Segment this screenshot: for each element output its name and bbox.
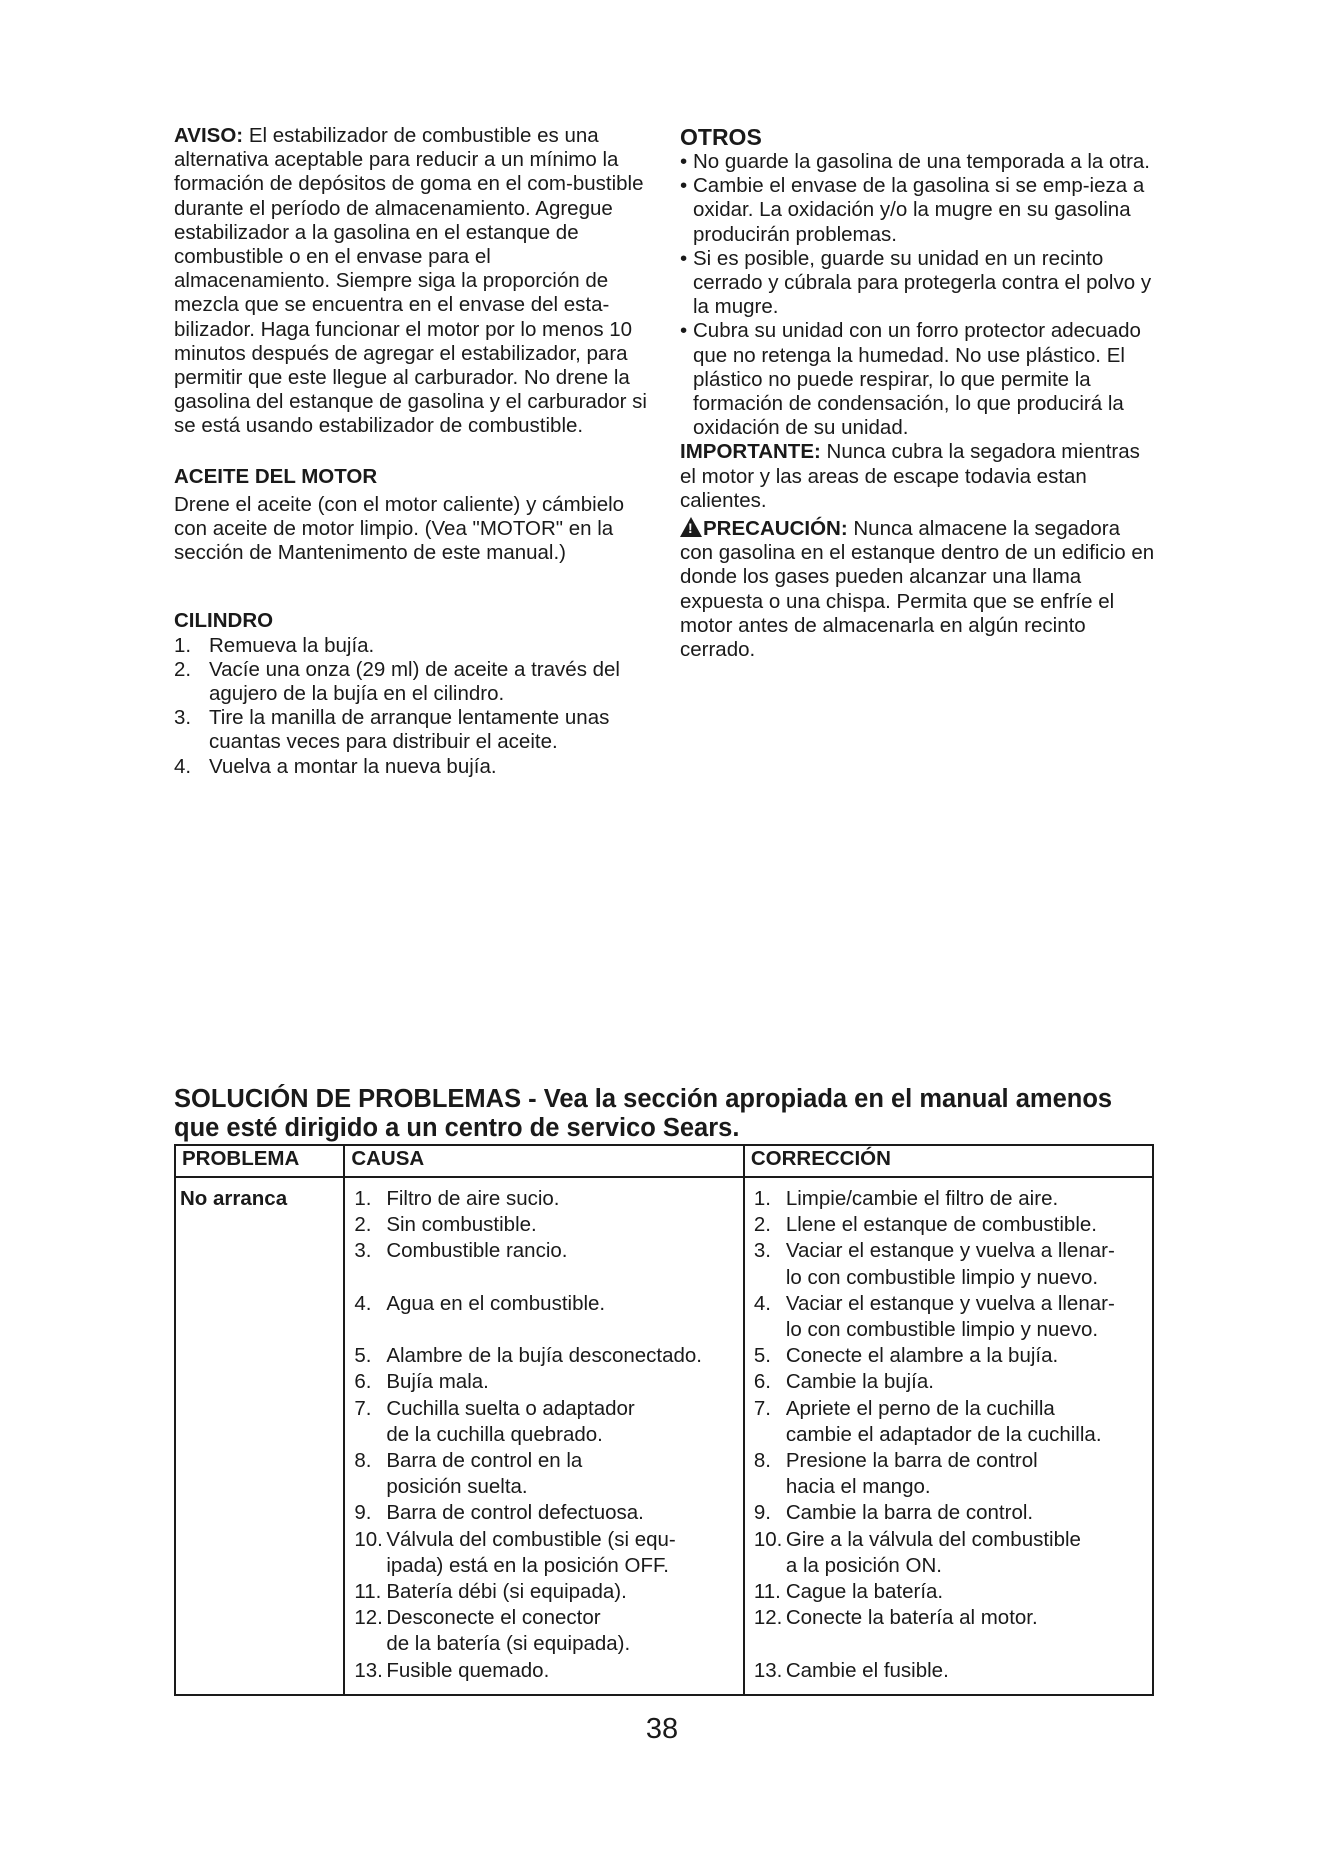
header-cause: CAUSA: [344, 1145, 744, 1177]
cause-item: [346, 1527, 742, 1579]
cause-number: 7.: [354, 1396, 372, 1420]
correction-line: Vaciar el estanque y vuelva a llenar-: [785, 1239, 1115, 1263]
bullet-icon: •: [680, 150, 688, 173]
aviso-label: AVISO:: [174, 124, 244, 147]
correction-item: [746, 1448, 1151, 1500]
correction-number: 1.: [753, 1187, 771, 1210]
step-text: Remueva la bujía.: [209, 633, 375, 657]
troubleshooting-title: SOLUCIÓN DE PROBLEMAS - Vea la sección apropiada en el manual amenos que esté dirigido a un centro de servico Sears.: [174, 1085, 1113, 1142]
correction-item: [746, 1500, 1151, 1526]
cause-line: Combustible rancio.: [386, 1239, 568, 1263]
correction-line: lo con combustible limpio y nuevo.: [785, 1318, 1099, 1342]
correction-number: 9.: [753, 1501, 771, 1525]
correction-line: Conecte la batería al motor.: [785, 1606, 1038, 1630]
correction-item: [746, 1291, 1151, 1343]
cause-item: [346, 1448, 742, 1500]
page-number: 38: [645, 1713, 679, 1745]
step-text: Vacíe una onza (29 ml) de aceite a través del agujero de la bujía en el cilindro.: [209, 657, 620, 706]
cause-line: Bujía mala.: [386, 1370, 489, 1394]
correction-line: Conecte el alambre a la bujía.: [785, 1344, 1059, 1368]
importante-text: Nunca cubra la segadora mientras el motor y las areas de escape todavia estan calientes.: [680, 440, 1140, 512]
cause-line: de la cuchilla quebrado.: [386, 1422, 603, 1446]
cause-number: 10.: [354, 1527, 383, 1551]
cause-line: Válvula del combustible (si equ-: [386, 1527, 676, 1551]
correction-item: [746, 1212, 1151, 1238]
cause-number: 13.: [354, 1658, 383, 1682]
correction-item: [746, 1579, 1151, 1605]
aviso-text: El estabilizador de combustible es una alternativa aceptable para reducir a un mínimo la formación de depósitos de goma en el com-bustible durante el período de almacenamiento. Agregue estabilizador a la gasolina en el estanque de combustible o en el envase para el almacenamiento. Siempre siga la proporción de mezcla que se encuentra en el envase del esta-bilizador. Haga funcionar el motor por lo menos 10 minutos después de agregar el estabilizador, para permitir que este llegue al carburador. No drene la gasolina del estanque de gasolina y el carburador si se está usando estabilizador de combustible.: [174, 124, 647, 438]
bullet-icon: •: [680, 174, 688, 198]
correction-line: Presione la barra de control: [785, 1449, 1038, 1473]
cause-number: 3.: [354, 1239, 372, 1263]
correction-number: 12.: [753, 1606, 783, 1630]
table-row: [175, 1177, 1153, 1695]
cause-number: 9.: [354, 1501, 372, 1525]
header-problem: PROBLEMA: [175, 1145, 344, 1177]
step-text: Tire la manilla de arranque lentamente unas cuantas veces para distribuir el aceite.: [209, 706, 610, 754]
cause-number: 6.: [354, 1370, 372, 1394]
aviso-paragraph: [174, 124, 652, 439]
correction-line: hacia el mango.: [785, 1475, 931, 1499]
step-text: Vuelva a montar la nueva bujía.: [209, 754, 497, 778]
bullet-icon: •: [680, 246, 688, 270]
cause-item: [346, 1500, 742, 1526]
cilindro-step: [174, 755, 652, 779]
correction-item: [746, 1238, 1151, 1290]
correction-item: [746, 1369, 1151, 1395]
cilindro-step: [174, 706, 652, 754]
correction-line: Gire a la válvula del combustible: [785, 1527, 1081, 1551]
otros-item-text: Si es posible, guarde su unidad en un recinto cerrado y cúbrala para protegerla contra el polvo y la mugre.: [693, 246, 1152, 319]
correction-line: Limpie/cambie el filtro de aire.: [785, 1187, 1059, 1210]
cause-line: Alambre de la bujía desconectado.: [386, 1344, 702, 1368]
correction-line: Cambie la bujía.: [785, 1370, 934, 1394]
causes-cell: [344, 1177, 744, 1695]
cause-number: 11.: [354, 1580, 382, 1604]
otros-item: [680, 247, 1158, 320]
correction-item: [746, 1343, 1151, 1369]
correction-number: 8.: [753, 1449, 771, 1473]
troubleshooting-table: [174, 1144, 1154, 1696]
cause-item: [346, 1605, 742, 1657]
step-number: 4.: [174, 754, 192, 778]
correction-line: Cambie la barra de control.: [785, 1501, 1034, 1525]
step-number: 2.: [174, 657, 192, 681]
otros-item: [680, 150, 1158, 174]
header-correction: CORRECCIÓN: [744, 1145, 1153, 1177]
table-header-row: [175, 1145, 1153, 1177]
left-column: [174, 124, 652, 779]
otros-item: [680, 319, 1158, 440]
row-spacer: [746, 1631, 1151, 1657]
cause-line: Batería débi (si equipada).: [386, 1580, 627, 1604]
precaucion-text: Nunca almacene la segadora con gasolina en el estanque dentro de un edificio en donde los gases pueden alcanzar una llama expuesta o una chispa. Permita que se enfríe el motor antes de almacenarla en algún recinto cerrado.: [680, 517, 1155, 662]
cause-number: 12.: [354, 1606, 383, 1630]
cause-line: posición suelta.: [386, 1475, 528, 1499]
precaucion-paragraph: [680, 517, 1158, 662]
cause-line: de la batería (si equipada).: [386, 1632, 631, 1656]
cause-item: [346, 1396, 742, 1448]
cause-item: [346, 1658, 742, 1684]
correction-item: [746, 1527, 1151, 1579]
cilindro-steps: [174, 634, 652, 779]
cause-item: [346, 1369, 742, 1395]
otros-heading: OTROS: [680, 124, 762, 150]
otros-item-text: Cambie el envase de la gasolina si se emp-ieza a oxidar. La oxidación y/o la mugre en su gasolina producirán problemas.: [693, 174, 1145, 246]
importante-label: IMPORTANTE:: [680, 440, 821, 464]
cause-number: 8.: [354, 1449, 372, 1472]
correction-line: Apriete el perno de la cuchilla: [785, 1396, 1055, 1420]
correction-line: Cague la batería.: [785, 1580, 944, 1604]
cause-line: Sin combustible.: [386, 1213, 537, 1237]
correction-item: [746, 1396, 1151, 1448]
bullet-icon: •: [680, 319, 688, 343]
cause-number: 4.: [354, 1291, 372, 1315]
correction-number: 10.: [753, 1527, 783, 1551]
otros-item-text: No guarde la gasolina de una temporada a la otra.: [693, 150, 1151, 173]
correction-line: lo con combustible limpio y nuevo.: [785, 1265, 1099, 1289]
cause-line: ipada) está en la posición OFF.: [386, 1553, 669, 1577]
correction-number: 7.: [753, 1396, 771, 1420]
step-number: 1.: [174, 633, 192, 657]
cause-line: Desconecte el conector: [386, 1606, 601, 1630]
correction-line: a la posición ON.: [785, 1553, 942, 1577]
cause-item: [346, 1291, 742, 1317]
cilindro-heading: CILINDRO: [174, 609, 274, 633]
cause-line: Fusible quemado.: [386, 1658, 550, 1682]
cause-item: [346, 1343, 742, 1369]
step-number: 3.: [174, 706, 192, 730]
otros-list: [680, 150, 1158, 440]
cause-line: Agua en el combustible.: [386, 1291, 606, 1315]
cause-line: Filtro de aire sucio.: [386, 1187, 560, 1210]
cause-item: [346, 1579, 742, 1605]
correction-number: 4.: [753, 1291, 771, 1315]
cilindro-step: [174, 634, 652, 658]
cause-number: 1.: [354, 1187, 372, 1210]
cause-number: 5.: [354, 1344, 372, 1368]
importante-paragraph: [680, 440, 1158, 513]
otros-item: [680, 174, 1158, 247]
corrections-cell: [744, 1177, 1153, 1695]
cause-line: Barra de control en la: [386, 1449, 583, 1472]
correction-number: 13.: [753, 1658, 783, 1682]
correction-number: 5.: [753, 1344, 771, 1368]
cause-item: [346, 1238, 742, 1264]
precaucion-label: PRECAUCIÓN:: [703, 517, 848, 541]
right-column: [680, 124, 1158, 662]
aceite-text: Drene el aceite (con el motor caliente) y cámbielo con aceite de motor limpio. (Vea "MOTOR" en la sección de Mantenimento de este manual.): [174, 492, 625, 565]
correction-number: 2.: [753, 1213, 771, 1237]
row-spacer: [346, 1265, 742, 1291]
cilindro-step: [174, 658, 652, 706]
cause-line: Cuchilla suelta o adaptador: [386, 1396, 635, 1420]
correction-item: [746, 1186, 1151, 1212]
correction-line: Cambie el fusible.: [785, 1658, 949, 1682]
cause-line: Barra de control defectuosa.: [386, 1501, 644, 1525]
correction-line: cambie el adaptador de la cuchilla.: [785, 1422, 1102, 1446]
correction-line: Vaciar el estanque y vuelva a llenar-: [785, 1291, 1115, 1315]
cause-item: [346, 1186, 742, 1212]
aceite-heading: ACEITE DEL MOTOR: [174, 464, 378, 488]
correction-number: 6.: [753, 1370, 771, 1394]
problem-cell: No arranca: [175, 1177, 344, 1695]
correction-item: [746, 1658, 1151, 1684]
row-spacer: [346, 1317, 742, 1343]
correction-item: [746, 1605, 1151, 1631]
correction-line: Llene el estanque de combustible.: [785, 1213, 1097, 1237]
otros-item-text: Cubra su unidad con un forro protector adecuado que no retenga la humedad. No use plástico. El plástico no puede respirar, lo que permite la formación de condensación, lo que producirá la oxidación de su unidad.: [693, 319, 1141, 440]
cause-item: [346, 1212, 742, 1238]
correction-number: 11.: [753, 1580, 781, 1604]
correction-number: 3.: [753, 1239, 771, 1263]
warning-triangle-icon: [680, 517, 702, 537]
cause-number: 2.: [354, 1213, 372, 1237]
